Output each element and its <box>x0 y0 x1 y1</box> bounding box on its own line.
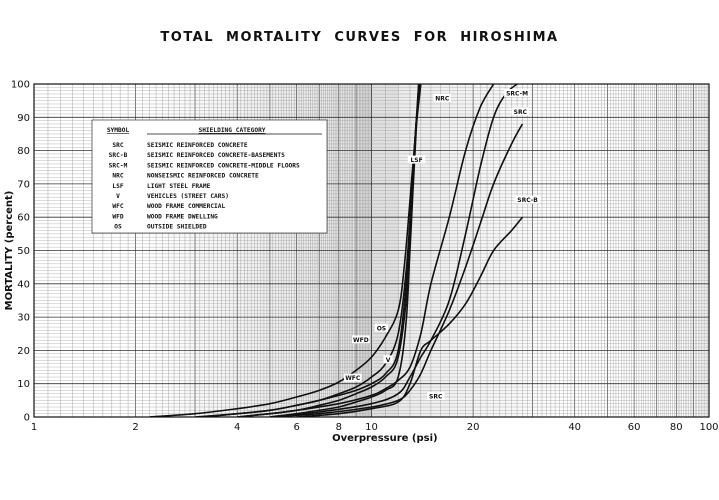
curve-label-os: OS <box>376 325 387 333</box>
x-tick-label: 6 <box>293 422 300 433</box>
x-tick-label: 10 <box>365 422 378 433</box>
y-tick-label: 80 <box>17 146 30 158</box>
legend-header-symbol: SYMBOL <box>106 127 130 134</box>
annotation-label: SRC <box>429 393 443 401</box>
y-tick-label: 100 <box>10 79 30 91</box>
legend-symbol: WFC <box>112 203 124 211</box>
legend-symbol: NRC <box>112 172 124 180</box>
y-axis-label: MORTALITY (percent) <box>4 190 15 311</box>
curve-label-wfc: WFC <box>345 375 361 383</box>
y-tick-label: 20 <box>17 345 30 357</box>
legend-symbol: OS <box>114 223 122 231</box>
x-tick-label: 8 <box>335 422 342 433</box>
legend-symbol: SRC-B <box>108 152 128 160</box>
legend-category: SEISMIC REINFORCED CONCRETE <box>147 142 248 149</box>
legend-symbol: LSF <box>112 182 124 190</box>
legend-category: LIGHT STEEL FRAME <box>147 182 211 190</box>
x-axis-label: Overpressure (psi) <box>332 433 438 444</box>
y-tick-label: 30 <box>17 312 30 324</box>
legend-symbol: SRC <box>112 142 124 149</box>
legend-category: WOOD FRAME DWELLING <box>147 213 218 221</box>
curve-label-v: V <box>385 356 391 364</box>
curve-label-wfd: WFD <box>353 336 369 344</box>
x-tick-label: 100 <box>699 422 719 433</box>
legend-symbol: SRC-M <box>108 162 128 170</box>
x-tick-label: 4 <box>234 422 241 433</box>
x-tick-label: 80 <box>669 422 683 433</box>
legend-symbol: V <box>116 193 120 200</box>
y-tick-label: 0 <box>23 412 30 424</box>
chart-title: TOTAL MORTALITY CURVES FOR HIROSHIMA <box>160 30 559 45</box>
x-tick-label: 2 <box>132 422 139 433</box>
legend-category: NONSEISMIC REINFORCED CONCRETE <box>147 172 259 180</box>
curve-label-src-m: SRC-M <box>506 90 529 98</box>
legend-symbol: WFD <box>112 213 124 221</box>
x-tick-label: 1 <box>30 422 38 433</box>
curve-label-lsf: LSF <box>410 157 423 165</box>
legend-category: WOOD FRAME COMMERCIAL <box>147 203 226 211</box>
y-tick-label: 90 <box>17 112 30 124</box>
y-tick-label: 40 <box>17 279 30 291</box>
legend-category: VEHICLES (STREET CARS) <box>147 193 229 200</box>
legend-category: SEISMIC REINFORCED CONCRETE-BASEMENTS <box>147 152 285 160</box>
y-tick-label: 50 <box>17 246 30 257</box>
x-tick-labels <box>31 422 719 433</box>
curve-label-src-b: SRC-B <box>517 197 538 205</box>
x-tick-label: 40 <box>568 422 582 433</box>
curve-label-src: SRC <box>513 108 527 116</box>
legend <box>92 120 327 233</box>
legend-category: SEISMIC REINFORCED CONCRETE-MIDDLE FLOORS <box>147 162 300 170</box>
x-tick-label: 20 <box>466 422 480 433</box>
legend-category: OUTSIDE SHIELDED <box>147 223 207 231</box>
x-tick-label: 60 <box>627 422 641 433</box>
y-tick-label: 60 <box>17 212 30 224</box>
y-tick-label: 10 <box>17 379 30 391</box>
curve-label-nrc: NRC <box>435 95 450 103</box>
y-tick-label: 70 <box>17 179 30 191</box>
legend-header-category: SHIELDING CATEGORY <box>198 127 266 134</box>
